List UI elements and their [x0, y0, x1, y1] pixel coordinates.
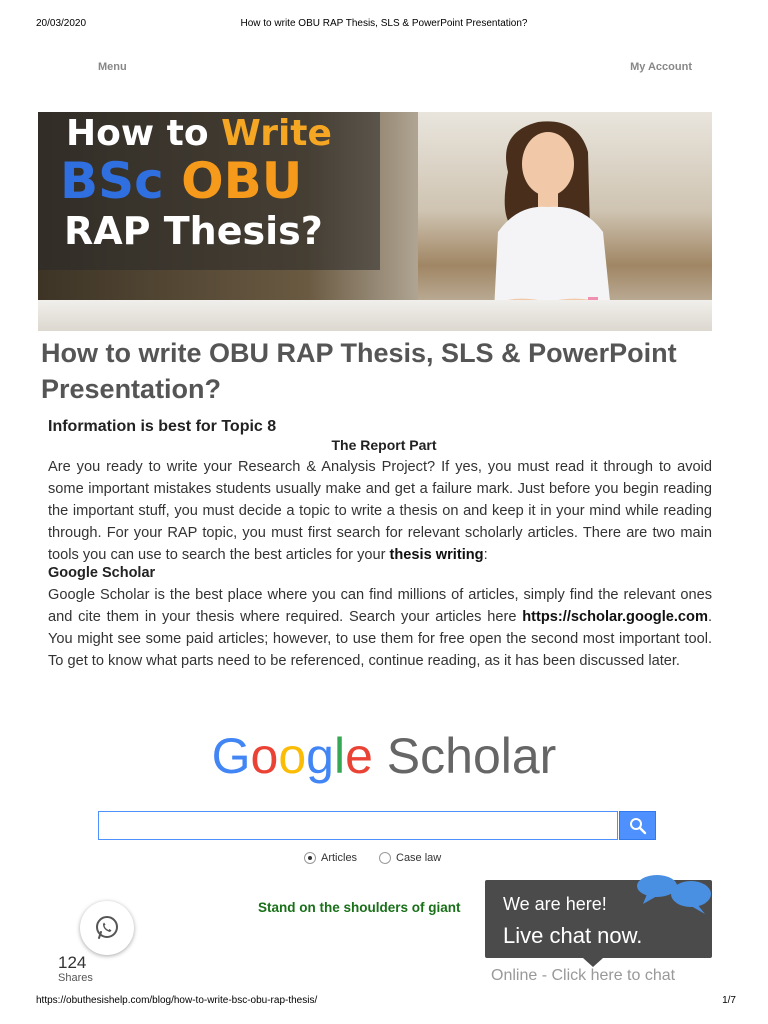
chat-pointer	[583, 958, 603, 967]
logo-letter: o	[250, 728, 279, 784]
chat-bubbles-icon	[635, 874, 715, 918]
google-scholar-heading: Google Scholar	[48, 565, 156, 581]
intro-paragraph	[48, 456, 712, 566]
radio-caselaw-label: Case law	[396, 852, 442, 864]
hero-line-3: RAP Thesis?	[64, 209, 323, 253]
radio-articles	[304, 852, 357, 864]
print-date: 20/03/2020	[36, 18, 87, 29]
logo-letter: e	[345, 728, 373, 784]
share-count: 124	[58, 953, 87, 972]
whatsapp-icon	[94, 915, 120, 941]
search-icon	[629, 817, 647, 835]
print-url: https://obuthesishelp.com/blog/how-to-write-bsc-obu-rap-thesis/	[36, 995, 318, 1006]
thesis-writing-link[interactable]: thesis writing	[389, 547, 484, 563]
google-scholar-paragraph	[48, 584, 712, 672]
google-scholar-logo	[0, 726, 768, 786]
report-heading: The Report Part	[331, 437, 437, 453]
chat-greeting: We are here!	[503, 894, 607, 914]
radio-articles-label: Articles	[321, 852, 358, 864]
radio-case-law	[379, 852, 441, 864]
menu-link[interactable]: Menu	[98, 61, 127, 73]
hero-line-1-accent: Write	[221, 113, 332, 154]
hero-line-2-obu: OBU	[181, 152, 303, 210]
top-nav	[0, 61, 768, 77]
hero-desk	[38, 300, 712, 331]
hero-line-2	[60, 152, 303, 210]
page-title: How to write OBU RAP Thesis, SLS & PowerPoint Presentation?	[41, 338, 677, 404]
logo-letter: l	[333, 728, 346, 784]
hero-banner	[38, 112, 712, 331]
gs-paragraph-text: Google Scholar is the best place where you can find millions of articles, simply find the relevant ones and cite them in your thesis where required. Search your articles here	[48, 587, 712, 625]
gs-paragraph-end: . You might see some paid articles; however, to use them for free open the second most important tool. To get to know what parts need to be referenced, continue reading, as it has been discussed later.	[48, 609, 712, 669]
intro-paragraph-text: Are you ready to write your Research & Analysis Project? If yes, you must read it through to avoid some important mistakes students usually make and get a failure mark. Just before you begin reading the important stuff, you must decide a topic to write a thesis on and keep it in your mind while reading through. For your RAP topic, you must first search for relevant scholarly articles. There are two main tools you can use to search the best articles for your	[48, 459, 712, 563]
whatsapp-share-button[interactable]	[80, 901, 134, 955]
live-chat-widget[interactable]	[485, 880, 712, 958]
print-header	[0, 18, 768, 32]
my-account-link[interactable]: My Account	[630, 61, 692, 73]
intro-paragraph-end: :	[483, 547, 488, 563]
logo-word-scholar: Scholar	[372, 728, 557, 784]
logo-letter: o	[278, 728, 307, 784]
scholar-tagline: Stand on the shoulders of giant	[258, 900, 461, 915]
print-title: How to write OBU RAP Thesis, SLS & PowerPoint Presentation?	[240, 18, 528, 29]
scholar-search-button	[619, 811, 656, 840]
logo-letter: G	[211, 728, 251, 784]
share-label: Shares	[58, 972, 93, 984]
info-heading: Information is best for Topic 8	[48, 418, 277, 435]
hero-line-1	[66, 113, 332, 154]
hero-line-2-bsc: BSc	[60, 152, 182, 210]
radio-unselected-icon	[379, 852, 391, 864]
print-footer	[0, 995, 768, 1009]
print-page-number: 1/7	[722, 995, 736, 1006]
hero-text-panel	[38, 112, 380, 270]
chat-status-link[interactable]: Online - Click here to chat	[491, 967, 676, 984]
hero-line-1-text: How to	[66, 113, 222, 154]
scholar-search-input	[98, 811, 618, 840]
scholar-url-link[interactable]: https://scholar.google.com	[522, 609, 708, 625]
chat-cta: Live chat now.	[503, 923, 643, 948]
radio-selected-icon	[304, 852, 316, 864]
logo-letter: g	[306, 728, 334, 784]
student-illustration	[438, 112, 668, 331]
